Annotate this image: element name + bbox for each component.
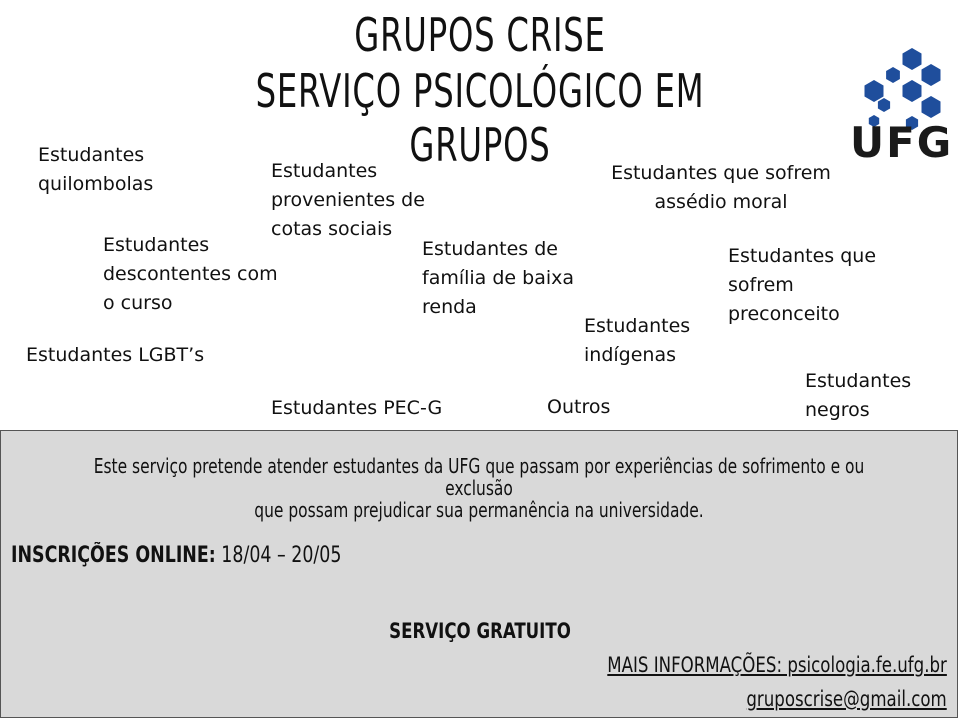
label-outros: Outros (547, 396, 611, 418)
ufg-logo-text: UFG (850, 118, 954, 167)
label-quilombolas: Estudantes quilombolas (38, 144, 154, 195)
label-pec-g: Estudantes PEC-G (271, 397, 443, 419)
info-panel (0, 430, 958, 718)
label-indigenas: Estudantes indígenas (584, 315, 691, 366)
label-preconceito: Estudantes que sofrem preconceito (728, 245, 877, 325)
page-subtitle: SERVIÇO PSICOLÓGICO EM GRUPOS (255, 64, 705, 172)
registration-label: INSCRIÇÕES ONLINE: (11, 543, 216, 568)
more-info-link[interactable]: MAIS INFORMAÇÕES: psicologia.fe.ufg.br (607, 653, 947, 677)
label-cotas-sociais: Estudantes provenientes de cotas sociais (271, 160, 425, 240)
service-description: Este serviço pretende atender estudantes da UFG que passam por experiências de sofrimento e ou exclusão que possam prejudicar sua permanência na universidade. (93, 454, 865, 522)
logo-hexagon (878, 98, 890, 112)
label-baixa-renda: Estudantes de família de baixa renda (422, 238, 575, 318)
registration-info (11, 543, 341, 568)
email-link[interactable]: gruposcrise@gmail.com (746, 687, 947, 711)
registration-dates: 18/04 – 20/05 (221, 543, 342, 568)
label-assedio-moral: Estudantes que sofrem assédio moral (611, 162, 831, 213)
label-negros: Estudantes negros (805, 370, 912, 421)
page-title: GRUPOS CRISE (354, 8, 606, 62)
label-lgbt: Estudantes LGBT’s (26, 344, 205, 366)
logo-hexagon (903, 48, 922, 70)
logo-hexagon (886, 67, 900, 83)
label-descontentes: Estudantes descontentes com o curso (103, 234, 278, 314)
logo-hexagon (865, 80, 884, 102)
logo-hexagon (922, 96, 941, 118)
logo-hexagon (903, 80, 922, 102)
logo-hexagon (922, 64, 941, 86)
free-service-label: SERVIÇO GRATUITO (389, 619, 571, 643)
